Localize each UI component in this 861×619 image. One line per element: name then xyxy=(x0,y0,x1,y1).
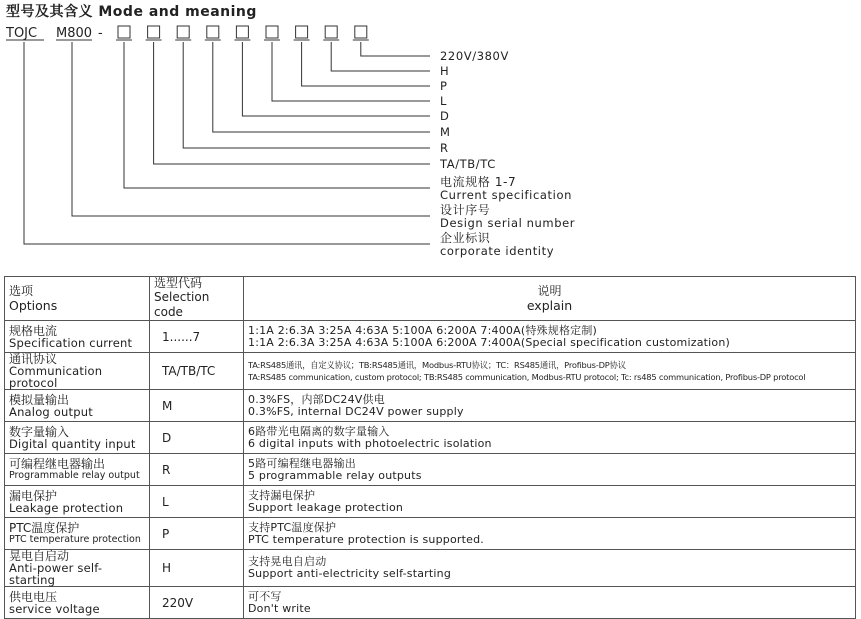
callout-label: 企业标识 xyxy=(440,231,491,245)
explain-line-en: TA:RS485 communication, custom protocol; TB:RS485 communication, Modbus-RTU protocol; Tc: rs485 communication, Profibus-DP protocol xyxy=(248,372,806,382)
callout-label: corporate identity xyxy=(440,244,555,258)
explain-cell xyxy=(244,422,856,454)
callout-label: 220V/380V xyxy=(440,49,509,63)
explain-line-cn: 0.3%FS，内部DC24V供电 xyxy=(248,392,385,406)
callout-label: D xyxy=(440,109,450,123)
option-cell xyxy=(5,550,150,587)
callout-label: 电流规格 1-7 xyxy=(440,175,517,189)
callout-label: P xyxy=(440,79,448,93)
callout-label: M xyxy=(440,125,451,139)
option-slot-box xyxy=(177,26,189,38)
callout-leader-line xyxy=(242,42,430,116)
explain-line-en: 6 digital inputs with photoelectric isolation xyxy=(248,436,492,450)
header-options-en: Options xyxy=(9,297,58,313)
table-row xyxy=(5,550,856,587)
explain-line-cn: 可不写 xyxy=(248,589,282,603)
option-cell xyxy=(5,353,150,390)
callout-leader-line xyxy=(72,42,430,216)
explain-line-cn: 支持晃电自启动 xyxy=(248,555,327,568)
option-slot-box xyxy=(236,26,248,38)
page-title: 型号及其含义 Mode and meaning xyxy=(6,4,257,20)
explain-cell xyxy=(244,550,856,587)
option-name-cn: 通讯协议 xyxy=(9,352,58,366)
table-row xyxy=(5,486,856,518)
table-row xyxy=(5,454,856,486)
callout-leader-line xyxy=(302,42,430,86)
option-name-cn: 数字量输入 xyxy=(9,424,70,439)
explain-line-en: 0.3%FS, internal DC24V power supply xyxy=(248,404,464,418)
option-cell xyxy=(5,390,150,422)
explain-line-cn: 支持漏电保护 xyxy=(248,488,316,502)
option-name-en: Anti-power self-starting xyxy=(9,561,103,587)
header-code-en: Selection code xyxy=(154,290,210,319)
explain-line-cn: 6路带光电隔离的数字量输入 xyxy=(248,424,390,438)
option-name-cn: 漏电保护 xyxy=(9,488,58,503)
option-cell xyxy=(5,321,150,353)
explain-cell xyxy=(244,518,856,550)
explain-line-cn: 支持PTC温度保护 xyxy=(248,520,337,534)
explain-cell xyxy=(244,321,856,353)
explain-line-en: 5 programmable relay outputs xyxy=(248,468,422,482)
explain-line-cn: 1:1A 2:6.3A 3:25A 4:63A 5:100A 6:200A 7:400A(特殊规格定制) xyxy=(248,323,598,337)
explain-cell xyxy=(244,587,856,619)
explain-line-en: PTC temperature protection is supported. xyxy=(248,532,484,546)
callout-leader-line xyxy=(124,42,430,188)
callout-labels xyxy=(439,49,575,258)
header-options-cn: 选项 xyxy=(9,283,34,298)
table-row xyxy=(5,518,856,550)
option-name-en: PTC temperature protection xyxy=(9,533,141,545)
option-cell xyxy=(5,454,150,486)
model-dash: - xyxy=(98,26,103,41)
explain-cell xyxy=(244,486,856,518)
explain-line-cn: TA:RS485通讯，自定义协议；TB:RS485通讯，Modbus-RTU协议；TC：RS485通讯，Profibus-DP协议 xyxy=(248,360,626,370)
option-name-en: Programmable relay output xyxy=(9,469,140,481)
header-code-cn: 选型代码 xyxy=(154,276,203,290)
header-options xyxy=(5,277,150,321)
callout-label: L xyxy=(440,94,448,108)
explain-line-en: Support leakage protection xyxy=(248,500,404,514)
option-name-en: Communication protocol xyxy=(9,364,103,390)
option-name-en: Digital quantity input xyxy=(9,436,136,451)
selection-code: H xyxy=(150,550,244,587)
explain-line-en: Support anti-electricity self-starting xyxy=(248,567,452,580)
option-slot-box xyxy=(296,26,308,38)
table-body xyxy=(5,321,856,619)
table-header-row xyxy=(5,277,856,321)
table-row xyxy=(5,353,856,390)
selection-code: D xyxy=(150,422,244,454)
model-prefix: TOJC xyxy=(6,26,38,41)
explain-cell xyxy=(244,454,856,486)
option-slot-box xyxy=(355,26,367,38)
table-row xyxy=(5,390,856,422)
callout-label: 设计序号 xyxy=(440,203,491,217)
explain-cell xyxy=(244,390,856,422)
explain-cell xyxy=(244,353,856,390)
selection-code: L xyxy=(150,486,244,518)
option-name-cn: 晃电自启动 xyxy=(9,549,70,563)
selection-code: R xyxy=(150,454,244,486)
option-cell xyxy=(5,422,150,454)
table-row xyxy=(5,587,856,619)
header-explain xyxy=(244,277,856,321)
callout-leaders xyxy=(24,42,430,244)
explain-line-cn: 5路可编程继电器输出 xyxy=(248,456,356,470)
option-slot-box xyxy=(266,26,278,38)
table-row xyxy=(5,321,856,353)
option-name-cn: 可编程继电器输出 xyxy=(9,456,106,471)
option-name-en: service voltage xyxy=(9,601,100,616)
option-name-en: Leakage protection xyxy=(9,500,124,515)
callout-label: Design serial number xyxy=(440,216,576,230)
option-cell xyxy=(5,486,150,518)
selection-code: 1......7 xyxy=(150,321,244,353)
callout-label: R xyxy=(440,141,449,155)
callout-label: TA/TB/TC xyxy=(440,157,496,171)
option-slots xyxy=(116,26,369,40)
option-slot-box xyxy=(148,26,160,38)
option-name-cn: 规格电流 xyxy=(9,323,58,338)
selection-code: 220V xyxy=(150,587,244,619)
callout-leader-line xyxy=(154,42,430,164)
selection-code: M xyxy=(150,390,244,422)
header-explain-cn: 说明 xyxy=(537,283,562,298)
callout-label: H xyxy=(440,64,450,78)
option-name-cn: PTC温度保护 xyxy=(9,520,80,535)
option-slot-box xyxy=(207,26,219,38)
model-code-diagram xyxy=(0,0,861,270)
callout-leader-line xyxy=(24,42,430,244)
explain-line-en: 1:1A 2:6.3A 3:25A 4:63A 5:100A 6:200A 7:400A(Special specification customization) xyxy=(248,335,730,349)
header-code xyxy=(150,277,244,321)
option-name-en: Analog output xyxy=(9,404,93,419)
model-series: M800 xyxy=(56,26,93,41)
option-slot-box xyxy=(325,26,337,38)
selection-code: P xyxy=(150,518,244,550)
callout-leader-line xyxy=(361,42,430,56)
spec-table xyxy=(4,276,856,619)
option-cell xyxy=(5,587,150,619)
option-name-en: Specification current xyxy=(9,335,133,350)
selection-code: TA/TB/TC xyxy=(150,353,244,390)
option-name-cn: 模拟量输出 xyxy=(9,392,70,407)
option-name-cn: 供电电压 xyxy=(9,589,58,604)
table-row xyxy=(5,422,856,454)
option-slot-box xyxy=(118,26,130,38)
callout-label: Current specification xyxy=(440,188,572,202)
explain-line-en: Don't write xyxy=(248,601,311,615)
option-cell xyxy=(5,518,150,550)
header-explain-en: explain xyxy=(526,297,573,313)
